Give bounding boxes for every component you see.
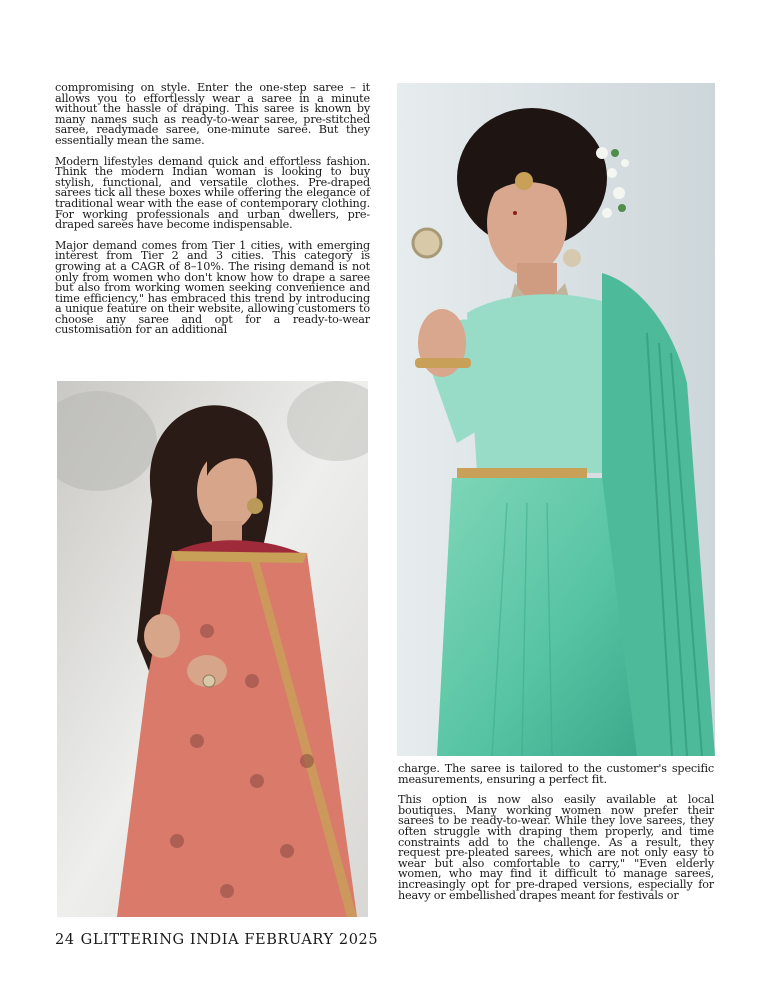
page-footer [55, 932, 378, 948]
body-paragraph: Major demand comes from Tier 1 cities, with emerging interest from Tier 2 and 3 cities. This category is growing at a CAGR of 8–10%. The rising demand is not only from women who don't know how to drape a saree but also from working women seeking convenience and time efficiency," has embraced this trend by introducing a unique feature on their website, allowing customers to choose any saree and opt for a ready-to-wear customisation for an additional [55, 238, 370, 337]
publication-name: GLITTERING INDIA FEBRUARY 2025 [80, 932, 379, 948]
photo-woman-mint-saree [397, 83, 715, 756]
body-paragraph: charge. The saree is tailored to the customer's specific measurements, ensuring a perfect fit. [398, 762, 714, 786]
body-paragraph: compromising on style. Enter the one-step saree – it allows you to effortlessly wear a saree in a minute without the hassle of draping. This saree is known by many names such as ready-to-wear saree, pre-stitched saree, readymade saree, one-minute saree. But they essentially mean the same. [55, 81, 370, 147]
body-paragraph: This option is now also easily available at local boutiques. Many working women now prefer their sarees to be ready-to-wear. While they love sarees, they often struggle with draping them properly, and time constraints add to the challenge. As a result, they request pre-pleated sarees, which are not only easy to wear but also comfortable to carry," "Even elderly women, who may find it difficult to manage sarees, increasingly opt for pre-draped versions, especially for heavy or embellished drapes meant for festivals or [398, 793, 714, 902]
coral-saree-illustration [57, 381, 368, 917]
right-column-text [398, 764, 714, 911]
page-number: 24 [55, 932, 75, 948]
mint-saree-illustration [397, 83, 715, 756]
photo-woman-coral-saree [57, 381, 368, 917]
left-column-text [55, 83, 370, 346]
body-paragraph: Modern lifestyles demand quick and effortless fashion. Think the modern Indian woman is looking to buy stylish, functional, and versatile clothes. Pre-draped sarees tick all these boxes while offering the elegance of traditional wear with the ease of contemporary clothing. For working professionals and urban dwellers, pre-draped sarees have become indispensable. [55, 154, 370, 232]
